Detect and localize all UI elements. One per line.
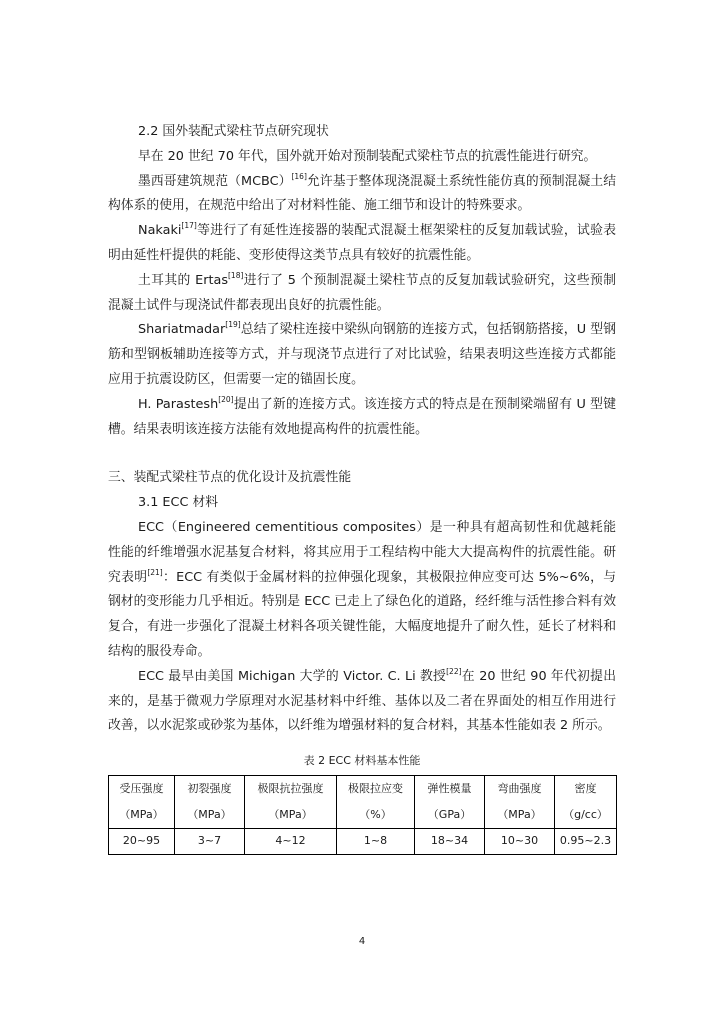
citation-ref: [22] [446,666,462,676]
paragraph [108,145,616,170]
paragraph-text: ECC 最早由美国 Michigan 大学的 Victor. C. Li 教授 [138,668,447,684]
table-header-cell: 受压强度 [109,776,175,803]
citation-ref: [21] [147,567,163,577]
table-header-cell: 弹性模量 [415,776,485,803]
table-header-cell: 极限拉应变 [337,776,415,803]
paragraph-text: H. Parastesh [138,396,219,412]
table-cell: 1~8 [337,829,415,855]
table-header-cell: 弯曲强度 [485,776,555,803]
paragraph-text: 土耳其的 Ertas [138,272,228,288]
table-cell: 18~34 [415,829,485,855]
paragraph-text: 等进行了有延性连接器的装配式混凝土框架梁柱的反复加载试验，试验表明由延性杆提供的耗能、变形使得这类节点具有较好的抗震性能。 [108,223,616,263]
table-unit-cell: （MPa） [485,802,555,829]
citation-ref: [20] [218,394,234,404]
table-unit-cell: （g/cc） [555,802,617,829]
paragraph [108,269,616,319]
table-unit-cell: （%） [337,802,415,829]
citation-ref: [16] [291,171,307,181]
table-units-row [109,802,617,829]
paragraph-text: Nakaki [138,223,182,239]
paragraph-text: 总结了梁柱连接中梁纵向钢筋的连接方式，包括钢筋搭接，U 型钢筋和型钢板辅助连接等方式，并与现浇节点进行了对比试验，结果表明这些连接方式都能应用于抗震设防区，但需要一定的锚固长度。 [108,322,616,387]
paragraph [108,665,616,739]
table-header-cell: 初裂强度 [175,776,245,803]
table-row [109,829,617,855]
paragraph-text: 早在 20 世纪 70 年代，国外就开始对预制装配式梁柱节点的抗震性能进行研究。 [138,148,597,164]
paragraph-text: 墨西哥建筑规范（MCBC） [138,173,292,189]
paragraph-text: 允许基于整体现浇混凝土系统性能仿真的预制混凝土结构体系的使用，在规范中给出了对材料性能、施工细节和设计的特殊要求。 [108,173,617,214]
paragraph-text: ：ECC 有类似于金属材料的拉伸强化现象，其极限拉伸应变可达 5%~6%，与钢材的变形能力几乎相近。特别是 ECC 已走上了绿色化的道路，经纤维与活性掺合料有效复合，有进一步强化了混凝土材料各项关键性能，大幅度地提升了耐久性，延长了材料和结构的服役寿命。 [108,569,617,659]
table-unit-cell: （MPa） [245,802,337,829]
paragraph-text: ECC（Engineered cementitious composites）是一种具有超高韧性和优越耗能性能的纤维增强水泥基复合材料，将其应用于工程结构中能大大提高构件的抗震性能。研究表明 [108,519,616,585]
page-number: 4 [358,936,366,947]
paragraph [108,516,616,665]
table-unit-cell: （GPa） [415,802,485,829]
table-unit-cell: （MPa） [175,802,245,829]
table-cell: 20~95 [109,829,175,855]
paragraph-text: 提出了新的连接方式。该连接方式的特点是在预制梁端留有 U 型键槽。结果表明该连接方法能有效地提高构件的抗震性能。 [108,396,616,437]
section-3-title: 三、装配式梁柱节点的优化设计及抗震性能 [108,470,352,486]
paragraph [108,219,616,269]
table-cell: 10~30 [485,829,555,855]
citation-ref: [18] [228,270,244,280]
table-header-row [109,776,617,803]
page-content [108,120,616,855]
paragraph-text: 在 20 世纪 90 年代初提出来的，是基于微观力学原理对水泥基材料中纤维、基体以及二者在界面处的相互作用进行改善，以水泥浆或砂浆为基体，以纤维为增强材料的复合材料，其基本性能如表 2 所示。 [108,668,616,734]
table-cell: 0.95~2.3 [555,829,617,855]
table-cell: 3~7 [175,829,245,855]
citation-ref: [17] [181,221,197,231]
paragraph-text: Shariatmadar [138,322,226,338]
paragraph-text: 进行了 5 个预制混凝土梁柱节点的反复加载试验研究，这些预制混凝土试件与现浇试件都表现出良好的抗震性能。 [108,272,616,313]
section-3-1-title: 3.1 ECC 材料 [138,495,219,511]
paragraph [108,170,616,220]
table-header-cell: 极限抗拉强度 [245,776,337,803]
table-header-cell: 密度 [555,776,617,803]
table-caption: 表 2 ECC 材料基本性能 [303,754,421,768]
section-2-2-title: 2.2 国外装配式梁柱节点研究现状 [138,124,329,139]
paragraph [108,318,616,392]
table-cell: 4~12 [245,829,337,855]
ecc-properties-table [108,775,617,855]
citation-ref: [19] [225,320,241,330]
paragraph [108,393,616,443]
table-unit-cell: （MPa） [109,802,175,829]
